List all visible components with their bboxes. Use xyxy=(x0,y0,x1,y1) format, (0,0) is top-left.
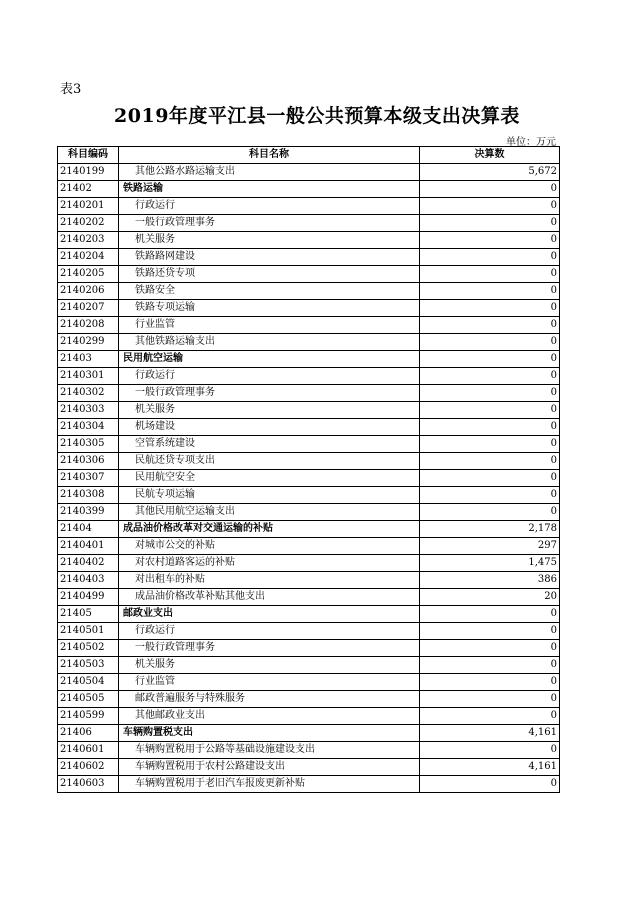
row-amount: 0 xyxy=(420,419,560,436)
row-code: 2140299 xyxy=(58,334,119,351)
row-name: 铁路专项运输 xyxy=(119,300,420,317)
row-name: 邮政业支出 xyxy=(119,606,420,623)
row-code: 2140501 xyxy=(58,623,119,640)
row-code: 2140504 xyxy=(58,674,119,691)
row-name: 成品油价格改革对交通运输的补贴 xyxy=(119,521,420,538)
row-code: 21406 xyxy=(58,725,119,742)
table-row xyxy=(58,317,560,334)
row-amount: 0 xyxy=(420,691,560,708)
row-amount: 0 xyxy=(420,283,560,300)
row-code: 21404 xyxy=(58,521,119,538)
table-row xyxy=(58,776,560,793)
row-amount: 0 xyxy=(420,334,560,351)
row-code: 2140307 xyxy=(58,470,119,487)
table-number-label: 表3 xyxy=(60,82,82,97)
table-row xyxy=(58,742,560,759)
table-row xyxy=(58,215,560,232)
header-name: 科目名称 xyxy=(119,147,420,164)
row-name: 铁路还贷专项 xyxy=(119,266,420,283)
row-name: 行政运行 xyxy=(119,198,420,215)
row-code: 2140199 xyxy=(58,164,119,181)
table-row xyxy=(58,385,560,402)
table-row xyxy=(58,487,560,504)
table-row xyxy=(58,283,560,300)
row-amount: 0 xyxy=(420,470,560,487)
row-name: 空管系统建设 xyxy=(119,436,420,453)
table-row xyxy=(58,674,560,691)
row-name: 对出租车的补贴 xyxy=(119,572,420,589)
row-code: 2140399 xyxy=(58,504,119,521)
row-code: 2140207 xyxy=(58,300,119,317)
row-code: 2140505 xyxy=(58,691,119,708)
row-code: 2140603 xyxy=(58,776,119,793)
table-row xyxy=(58,572,560,589)
row-code: 21405 xyxy=(58,606,119,623)
table-row xyxy=(58,470,560,487)
row-amount: 0 xyxy=(420,198,560,215)
row-amount: 20 xyxy=(420,589,560,606)
row-name: 铁路运输 xyxy=(119,181,420,198)
table-row xyxy=(58,538,560,555)
row-name: 车辆购置税支出 xyxy=(119,725,420,742)
row-amount: 0 xyxy=(420,776,560,793)
row-code: 2140308 xyxy=(58,487,119,504)
row-name: 车辆购置税用于老旧汽车报废更新补贴 xyxy=(119,776,420,793)
row-code: 2140503 xyxy=(58,657,119,674)
row-amount: 0 xyxy=(420,640,560,657)
header-amount: 决算数 xyxy=(420,147,560,164)
row-amount: 297 xyxy=(420,538,560,555)
row-name: 民航专项运输 xyxy=(119,487,420,504)
table-row xyxy=(58,640,560,657)
row-amount: 0 xyxy=(420,351,560,368)
table-row xyxy=(58,164,560,181)
row-name: 机场建设 xyxy=(119,419,420,436)
row-code: 21403 xyxy=(58,351,119,368)
row-code: 2140302 xyxy=(58,385,119,402)
row-amount: 0 xyxy=(420,487,560,504)
table-row xyxy=(58,436,560,453)
row-amount: 0 xyxy=(420,742,560,759)
row-amount: 0 xyxy=(420,708,560,725)
row-code: 2140206 xyxy=(58,283,119,300)
table-row xyxy=(58,419,560,436)
row-name: 民航还贷专项支出 xyxy=(119,453,420,470)
row-name: 行业监管 xyxy=(119,674,420,691)
row-code: 2140499 xyxy=(58,589,119,606)
table-row xyxy=(58,521,560,538)
header-code: 科目编码 xyxy=(58,147,119,164)
row-code: 2140305 xyxy=(58,436,119,453)
table-body xyxy=(58,164,560,793)
row-amount: 0 xyxy=(420,266,560,283)
row-name: 其他公路水路运输支出 xyxy=(119,164,420,181)
table-row xyxy=(58,249,560,266)
row-name: 民用航空运输 xyxy=(119,351,420,368)
row-name: 一般行政管理事务 xyxy=(119,385,420,402)
table-row xyxy=(58,402,560,419)
row-amount: 0 xyxy=(420,436,560,453)
table-row xyxy=(58,708,560,725)
row-code: 2140303 xyxy=(58,402,119,419)
table-row xyxy=(58,266,560,283)
table-row xyxy=(58,504,560,521)
row-name: 行业监管 xyxy=(119,317,420,334)
table-row xyxy=(58,232,560,249)
row-amount: 0 xyxy=(420,606,560,623)
row-amount: 0 xyxy=(420,300,560,317)
row-amount: 0 xyxy=(420,317,560,334)
row-name: 机关服务 xyxy=(119,657,420,674)
row-name: 机关服务 xyxy=(119,232,420,249)
row-name: 车辆购置税用于公路等基础设施建设支出 xyxy=(119,742,420,759)
table-row xyxy=(58,691,560,708)
row-code: 2140203 xyxy=(58,232,119,249)
row-amount: 5,672 xyxy=(420,164,560,181)
row-amount: 0 xyxy=(420,504,560,521)
row-name: 行政运行 xyxy=(119,368,420,385)
budget-table xyxy=(57,146,560,793)
row-name: 铁路安全 xyxy=(119,283,420,300)
row-code: 2140304 xyxy=(58,419,119,436)
table-row xyxy=(58,657,560,674)
row-amount: 0 xyxy=(420,657,560,674)
row-name: 机关服务 xyxy=(119,402,420,419)
row-name: 对城市公交的补贴 xyxy=(119,538,420,555)
table-row xyxy=(58,623,560,640)
row-amount: 0 xyxy=(420,249,560,266)
row-code: 2140601 xyxy=(58,742,119,759)
table-row xyxy=(58,453,560,470)
row-name: 一般行政管理事务 xyxy=(119,215,420,232)
row-name: 成品油价格改革补贴其他支出 xyxy=(119,589,420,606)
table-row xyxy=(58,759,560,776)
unit-label: 单位：万元 xyxy=(506,137,556,148)
table-row xyxy=(58,351,560,368)
row-code: 2140602 xyxy=(58,759,119,776)
table-row xyxy=(58,198,560,215)
row-code: 2140208 xyxy=(58,317,119,334)
row-code: 2140306 xyxy=(58,453,119,470)
table-row xyxy=(58,725,560,742)
row-amount: 0 xyxy=(420,402,560,419)
row-amount: 1,475 xyxy=(420,555,560,572)
row-name: 邮政普遍服务与特殊服务 xyxy=(119,691,420,708)
row-amount: 0 xyxy=(420,181,560,198)
table-row xyxy=(58,334,560,351)
row-amount: 0 xyxy=(420,674,560,691)
row-amount: 0 xyxy=(420,215,560,232)
row-name: 车辆购置税用于农村公路建设支出 xyxy=(119,759,420,776)
row-name: 其他邮政业支出 xyxy=(119,708,420,725)
row-code: 2140502 xyxy=(58,640,119,657)
row-name: 其他民用航空运输支出 xyxy=(119,504,420,521)
row-amount: 0 xyxy=(420,368,560,385)
row-code: 2140403 xyxy=(58,572,119,589)
table-header-row xyxy=(58,147,560,164)
row-name: 行政运行 xyxy=(119,623,420,640)
table-row xyxy=(58,368,560,385)
row-amount: 4,161 xyxy=(420,725,560,742)
row-name: 其他铁路运输支出 xyxy=(119,334,420,351)
row-code: 2140205 xyxy=(58,266,119,283)
row-code: 2140599 xyxy=(58,708,119,725)
row-amount: 0 xyxy=(420,232,560,249)
row-amount: 4,161 xyxy=(420,759,560,776)
row-name: 对农村道路客运的补贴 xyxy=(119,555,420,572)
row-amount: 0 xyxy=(420,385,560,402)
row-amount: 2,178 xyxy=(420,521,560,538)
row-code: 2140201 xyxy=(58,198,119,215)
row-code: 2140202 xyxy=(58,215,119,232)
row-amount: 386 xyxy=(420,572,560,589)
row-amount: 0 xyxy=(420,623,560,640)
row-code: 2140301 xyxy=(58,368,119,385)
table-row xyxy=(58,181,560,198)
row-code: 2140402 xyxy=(58,555,119,572)
row-name: 民用航空安全 xyxy=(119,470,420,487)
page-title: 2019年度平江县一般公共预算本级支出决算表 xyxy=(114,105,520,127)
row-code: 2140204 xyxy=(58,249,119,266)
row-amount: 0 xyxy=(420,453,560,470)
row-name: 一般行政管理事务 xyxy=(119,640,420,657)
row-code: 21402 xyxy=(58,181,119,198)
table-row xyxy=(58,555,560,572)
table-row xyxy=(58,300,560,317)
table-row xyxy=(58,589,560,606)
row-code: 2140401 xyxy=(58,538,119,555)
row-name: 铁路路网建设 xyxy=(119,249,420,266)
table-row xyxy=(58,606,560,623)
